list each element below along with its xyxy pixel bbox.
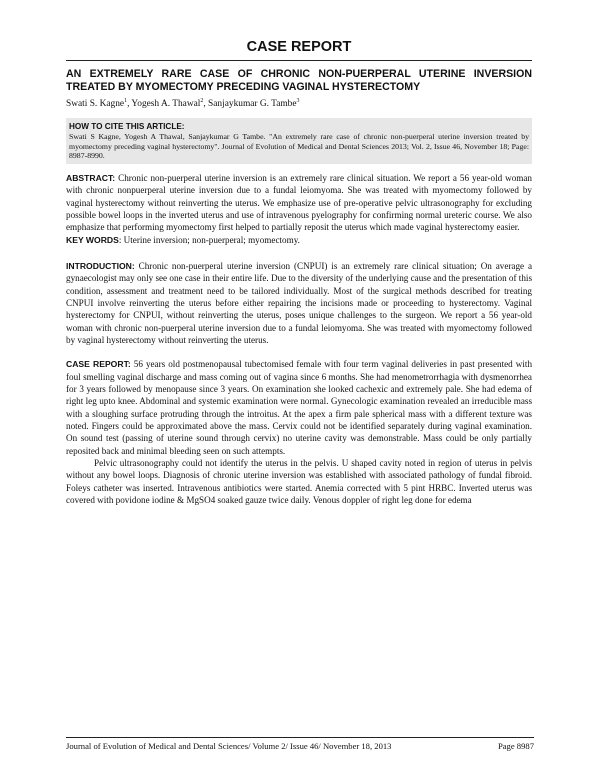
author-name: Yogesh A. Thawal	[131, 99, 201, 110]
citation-text: Swati S Kagne, Yogesh A Thawal, Sanjaykumar G Tambe. "An extremely rare case of chronic non-puerperal uterine inversion treated by myomectomy preceding vaginal hysterectomy". Journal of Evolution of Medical and Dental Sciences 2013; Vol. 2, Issue 46, November 18; Page: 8987-8990.	[69, 132, 529, 161]
author-affiliation: 1	[124, 98, 128, 104]
author-name: Swati S. Kagne	[66, 99, 125, 110]
page-number: Page 8987	[497, 741, 534, 751]
case-report-text: 56 years old postmenopausal tubectomised female with four term vaginal deliveries in past presented with foul smelling vaginal discharge and mass coming out of vagina since 6 months. She had menometrorrhagia with dysmenorrhea for 3 years followed by menopause since 3 years. On examination she looked cachexic and extremely pale. She had edema of right leg upto knee. Abdominal and systemic examination were normal. Gynecologic examination revealed an irreducible mass with a sloughing surface protruding through the introitus. At the apex a firm pale spherical mass with a different texture was noted. Fingers could be approximated above the mass. Cervix could not be identified separately during vaginal examination. On sound test (passing of uterine sound through cervix) no uterine cavity was demonstrable. Mass could be only partially reposited back and minimal bleeding seen on such attempts.	[66, 359, 533, 456]
footer-journal: Journal of Evolution of Medical and Dental Sciences/ Volume 2/ Issue 46/ November 18, 2013	[66, 741, 392, 751]
abstract-paragraph	[66, 172, 532, 234]
abstract-text: Chronic non-puerperal uterine inversion is an extremely rare clinical situation. We report a 56 year-old woman with chronic nonpuerperal uterine inversion due to a fundal leiomyoma. She was treated with myomectomy followed by vaginal hysterectomy without reinverting the uterus. We emphasize use of pre-operative pelvic ultrasonography for excluding possible bowel loops in the inverted uterus and use of intravenous pyelography for confirming normal ureteric course. We also emphasize that performing myomectomy first helped to partially reposit the uterus which made vaginal hysterectomy easier.	[66, 172, 532, 233]
author-affiliation: 2	[200, 98, 204, 104]
section-header: CASE REPORT	[246, 39, 352, 55]
header-divider	[66, 60, 532, 61]
keywords-label: KEY WORDS	[66, 234, 119, 245]
article-page	[66, 0, 532, 507]
case-report-paragraph-2: Pelvic ultrasonography could not identify the uterus in the pelvis. U shaped cavity noted in region of uterus in pelvis without any bowel loops. Diagnosis of chronic uterine inversion was established with associated pathology of fundal fibroid. Foleys catheter was inserted. Intravenous antibiotics were started. Anemia corrected with 5 pint HRBC. Inverted uterus was covered with povidone iodine & MgSO4 soaked gauze twice daily. Venous doppler of right leg done for edema	[66, 458, 532, 506]
case-report-label: CASE REPORT:	[66, 359, 131, 370]
introduction-label: INTRODUCTION:	[66, 260, 135, 271]
keywords-paragraph	[66, 234, 532, 246]
citation-heading: HOW TO CITE THIS ARTICLE:	[69, 122, 185, 132]
introduction-text: Chronic non-puerperal uterine inversion (CNPUI) is an extremely rare clinical situation; On average a gynaecologist may only see one case in their entire life. Due to the diversity of the underlying cause and the presentation of this condition, assessment and treatment need to be tailored individually. Most of the surgical methods described for treating CNPUI involve reinverting the uterus before either repairing the incisions made or proceeding to hysterectomy. Vaginal hysterectomy for CNPUI, without reinverting the uterus, poses unique challenges to the surgeon. We report a 56 year-old woman with chronic non-puerperal uterine inversion due to a fundal leiomyoma. She was treated with myomectomy followed by vaginal hysterectomy without reinverting the uterus.	[66, 260, 532, 346]
article-title: AN EXTREMELY RARE CASE OF CHRONIC NON-PUERPERAL UTERINE INVERSION TREATED BY MYOMECTOMY PRECEDING VAGINAL HYSTERECTOMY	[66, 68, 532, 93]
case-report-paragraph	[66, 358, 532, 457]
author-name: Sanjaykumar G. Tambe	[208, 99, 297, 110]
author-affiliation: 3	[296, 98, 300, 104]
page-footer	[66, 740, 534, 752]
author-list: Swati S. Kagne$^1$, Yogesh A. Thawal$^2$, Sanjaykumar G. Tambe$^3$	[66, 98, 300, 110]
abstract-label: ABSTRACT:	[66, 172, 116, 183]
keywords-text: : Uterine inversion; non-puerperal; myomectomy.	[118, 234, 300, 245]
footer-divider	[66, 737, 534, 738]
introduction-paragraph	[66, 260, 532, 346]
citation-box	[66, 118, 532, 164]
